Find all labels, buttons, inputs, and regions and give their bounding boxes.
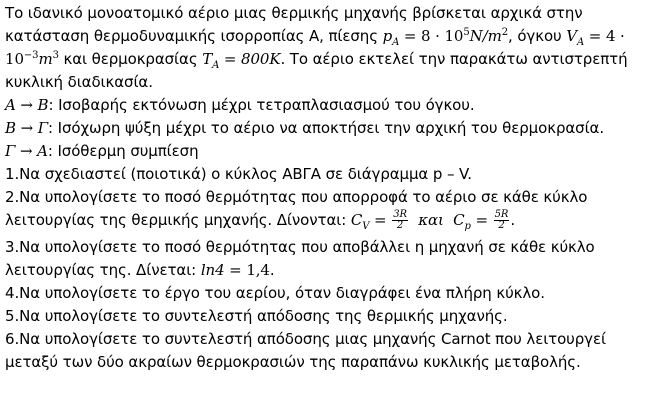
question-2-line-1 (5, 186, 587, 208)
question-text: λειτουργίας της θερμικής μηχανής. Δίνονται: (5, 211, 351, 229)
intro-text: Το ιδανικό μονοατομικό αέριο μιας θερμικής μηχανής βρίσκεται αρχικά στην (5, 4, 583, 22)
question-6-line-1 (5, 328, 606, 350)
question-text: λειτουργίας της. Δίνεται: (5, 261, 201, 279)
punctuation: . (510, 211, 516, 229)
question-6-line-2 (5, 351, 581, 373)
temperature-symbol: T (202, 50, 213, 68)
intro-text: κατάσταση θερμοδυναμικής ισορροπίας Α, πίεσης (5, 27, 383, 45)
pressure-subscript: A (392, 37, 400, 48)
volume-exponent: −3 (23, 50, 39, 61)
volume-unit-exponent: 3 (52, 50, 59, 61)
cp-fraction (494, 210, 510, 231)
process-label: B → Γ (5, 119, 49, 137)
intro-line-4 (5, 71, 153, 93)
temperature-value: = 800K (219, 50, 281, 68)
question-text: 4.Να υπολογίσετε το έργο του αερίου, όταν διαγράφει ένα πλήρη κύκλο. (5, 284, 545, 302)
cv-fraction (392, 210, 408, 231)
process-label: Γ → A (5, 142, 48, 160)
question-3-line-2 (5, 259, 275, 281)
volume-value: = 4 · (584, 27, 625, 45)
temperature-subscript: A (212, 60, 220, 71)
question-text: 5.Να υπολογίσετε το συντελεστή απόδοσης της θερμικής μηχανής. (5, 307, 508, 325)
equals-sign: = (369, 211, 392, 229)
equals-sign: = (470, 211, 493, 229)
volume-subscript: A (577, 37, 585, 48)
intro-text: και θερμοκρασίας (58, 50, 203, 68)
cp-subscript: p (464, 221, 471, 232)
process-description: : Ισόθερμη συμπίεση (47, 142, 199, 160)
process-description: : Ισοβαρής εκτόνωση μέχρι τετραπλασιασμού του όγκου. (48, 96, 475, 114)
intro-line-1 (5, 2, 583, 24)
pressure-exponent: 5 (463, 27, 470, 38)
question-text: 3.Να υπολογίσετε το ποσό θερμότητας που αποβάλλει η μηχανή σε κάθε κύκλο (5, 238, 595, 256)
cp-denominator: 2 (498, 220, 505, 231)
question-text: μεταξύ των δύο ακραίων θερμοκρασιών της παραπάνω κυκλικής μεταβολής. (5, 353, 581, 371)
volume-symbol: V (566, 27, 578, 45)
question-5 (5, 305, 508, 327)
ln-value: = 1,4 (224, 261, 270, 279)
question-text: 1.Να σχεδιαστεί (ποιοτικά) ο κύκλος ΑΒΓΑ σε διάγραμμα p – V. (5, 165, 472, 183)
volume-base: 10 (5, 50, 24, 68)
intro-line-2 (5, 25, 625, 47)
cp-symbol: C (453, 211, 465, 229)
pressure-unit-exponent: 2 (501, 27, 509, 38)
cv-subscript: V (362, 221, 370, 232)
punctuation: . (269, 261, 275, 279)
intro-text: κυκλική διαδικασία. (5, 73, 153, 91)
question-text: 2.Να υπολογίσετε το ποσό θερμότητας που απορροφά το αέριο σε κάθε κύκλο (5, 188, 588, 206)
cv-symbol: C (350, 211, 363, 229)
and-word: και (408, 211, 454, 229)
pressure-symbol: p (382, 27, 393, 45)
cv-numerator: 3R (393, 209, 407, 220)
pressure-value: = 8 · 10 (399, 27, 464, 45)
question-2-line-2 (5, 209, 515, 231)
process-label: A → B (5, 96, 49, 114)
process-bg (5, 117, 604, 139)
intro-text: , όγκου (508, 27, 567, 45)
process-description: : Ισόχωρη ψύξη μέχρι το αέριο να αποκτήσει την αρχική του θερμοκρασία. (48, 119, 604, 137)
intro-line-3 (5, 48, 627, 70)
question-4 (5, 282, 545, 304)
process-ga (5, 140, 198, 162)
volume-unit: m (38, 50, 53, 68)
question-1 (5, 163, 472, 185)
question-text: 6.Να υπολογίσετε το συντελεστή απόδοσης μιας μηχανής Carnot που λειτουργεί (5, 330, 606, 348)
pressure-unit: N/m (469, 27, 502, 45)
cp-numerator: 5R (494, 209, 509, 220)
ln-expression: ln4 (200, 261, 225, 279)
process-ab (5, 94, 475, 116)
intro-text: . Το αέριο εκτελεί την παρακάτω αντιστρεπτή (280, 50, 628, 68)
cv-denominator: 2 (396, 220, 404, 231)
question-3-line-1 (5, 236, 595, 258)
